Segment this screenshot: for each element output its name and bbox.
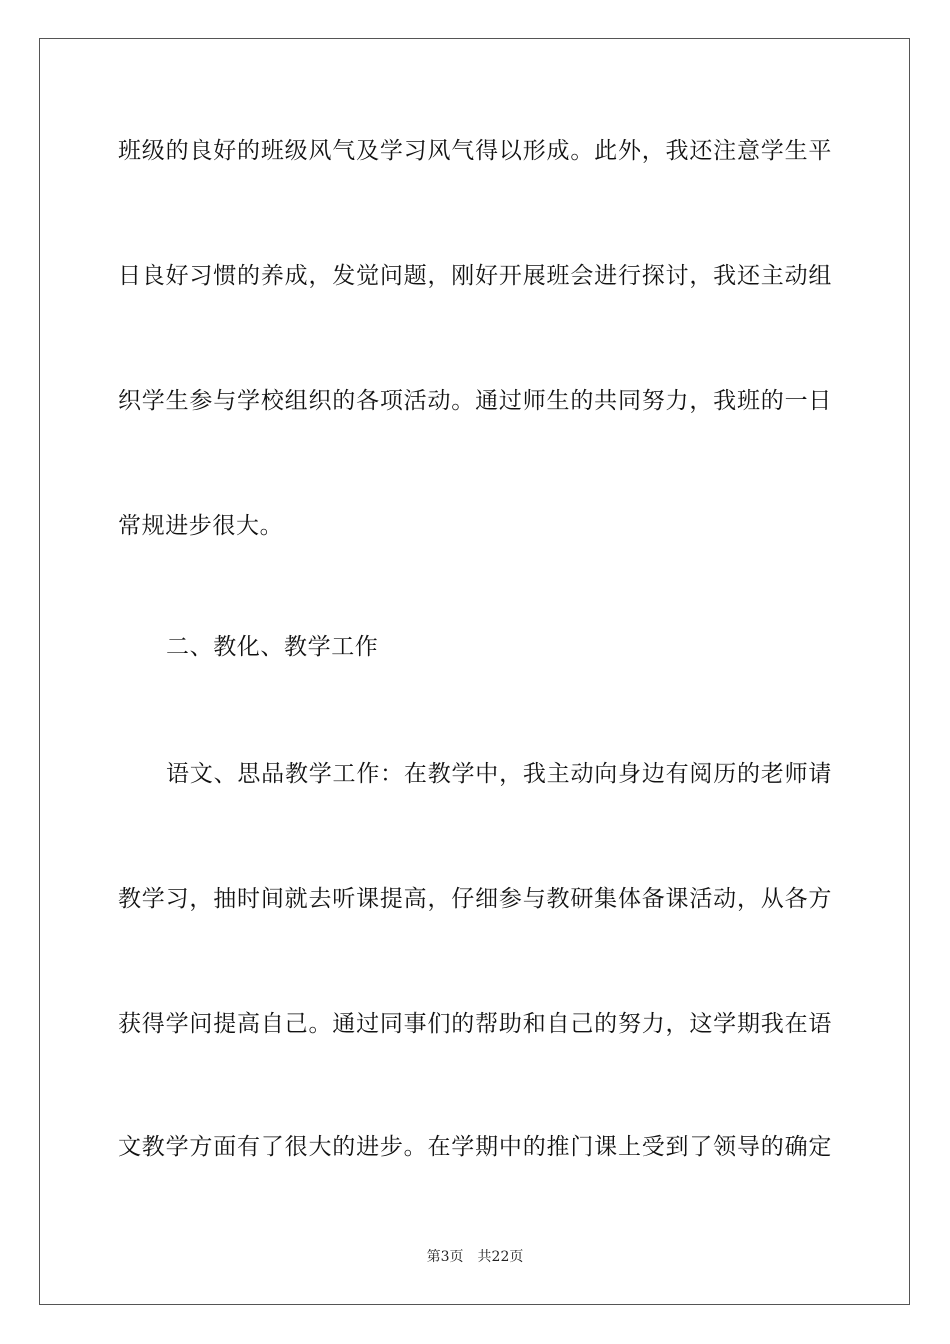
body-text-line: 教学习，抽时间就去听课提高，仔细参与教研集体备课活动，从各方 [118,886,832,912]
body-text-line: 获得学问提高自己。通过同事们的帮助和自己的努力，这学期我在语 [118,1011,832,1037]
page-border [39,38,910,1305]
page-footer [0,1248,950,1266]
body-text-line: 织学生参与学校组织的各项活动。通过师生的共同努力，我班的一日 [118,388,832,414]
total-pages: 共22页 [477,1249,524,1265]
body-text-line: 常规进步很大。 [118,513,284,539]
body-text-line: 班级的良好的班级风气及学习风气得以形成。此外，我还注意学生平 [118,138,832,164]
body-text-line: 日良好习惯的养成，发觉问题，刚好开展班会进行探讨，我还主动组 [118,263,832,289]
body-text-line: 文教学方面有了很大的进步。在学期中的推门课上受到了领导的确定 [118,1134,832,1160]
body-text-line: 语文、思品教学工作：在教学中，我主动向身边有阅历的老师请 [166,761,832,787]
section-heading: 二、教化、教学工作 [166,634,379,660]
page-number: 第3页 [426,1249,464,1265]
